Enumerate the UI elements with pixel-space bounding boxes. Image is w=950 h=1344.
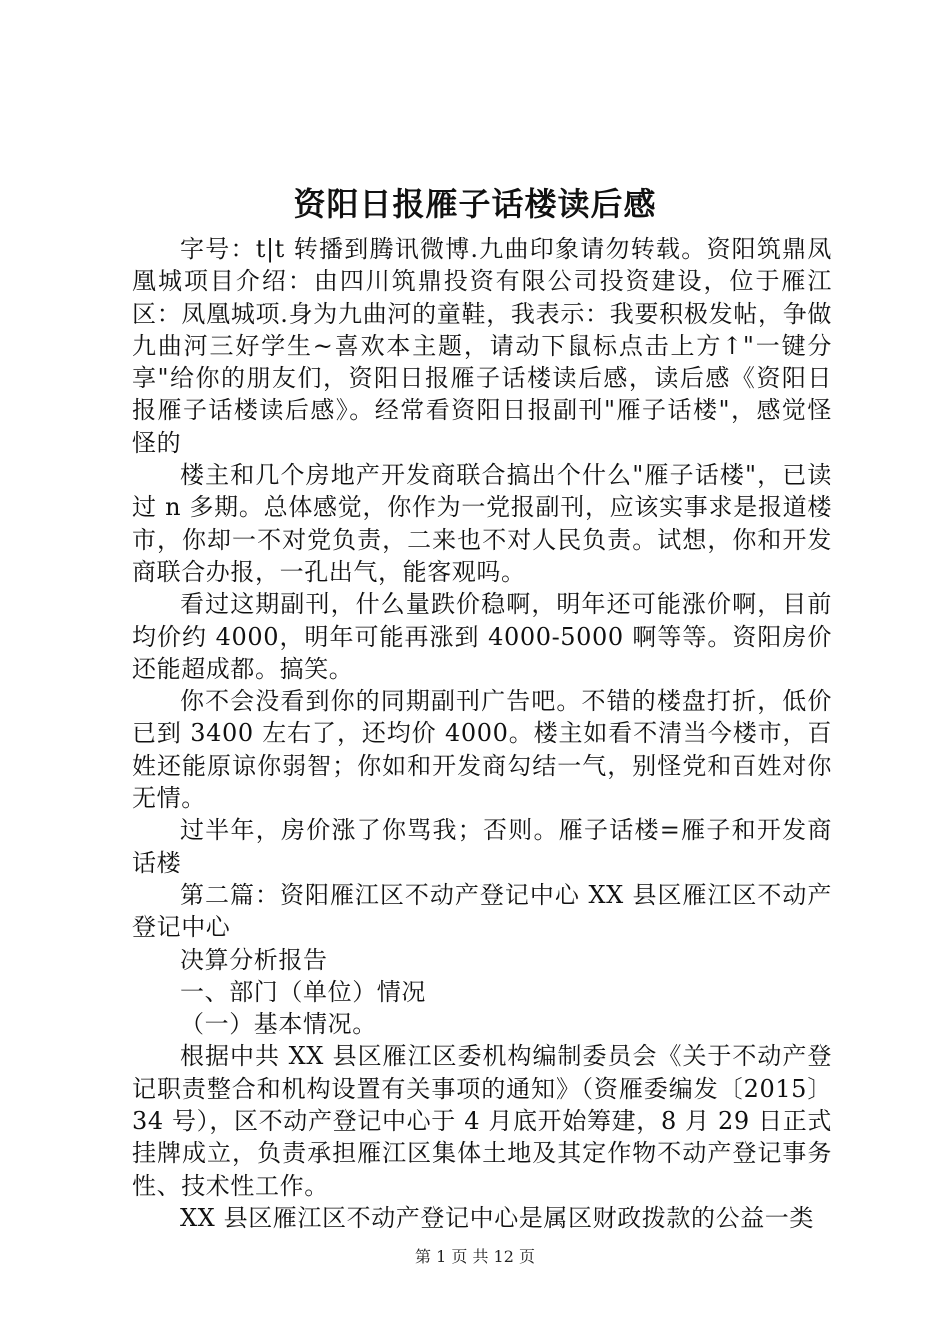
- paragraph-6: 第二篇：资阳雁江区不动产登记中心 XX 县区雁江区不动产登记中心: [132, 880, 832, 942]
- paragraph-10: 根据中共 XX 县区雁江区委机构编制委员会《关于不动产登记职责整合和机构设置有关事项的通知》（资雁委编发〔2015〕34 号），区不动产登记中心于 4 月底开始筹建，8 月 29 日正式挂牌成立，负责承担雁江区集体土地及其定作物不动产登记事务性、技术性工作。: [132, 1042, 832, 1200]
- paragraph-11: XX 县区雁江区不动产登记中心是属区财政拨款的公益一类: [180, 1203, 814, 1232]
- paragraph-7: 决算分析报告: [180, 945, 328, 974]
- paragraph-4: 你不会没看到你的同期副刊广告吧。不错的楼盘打折，低价已到 3400 左右了，还均价 4000。楼主如看不清当今楼市，百姓还能原谅你弱智；你如和开发商勾结一气，别怪党和百姓对你无情。: [132, 687, 832, 813]
- paragraph-8: 一、部门（单位）情况: [180, 977, 426, 1006]
- document-title: 资阳日报雁子话楼读后感: [293, 185, 657, 223]
- paragraph-5: 过半年，房价涨了你骂我；否则。雁子话楼=雁子和开发商话楼: [132, 816, 832, 877]
- paragraph-3: 看过这期副刊，什么量跌价稳啊，明年还可能涨价啊，目前均价约 4000，明年可能再涨到 4000-5000 啊等等。资阳房价还能超成都。搞笑。: [132, 590, 832, 683]
- paragraph-9: （一）基本情况。: [180, 1010, 377, 1039]
- document-body: [132, 233, 832, 1234]
- paragraph-2: 楼主和几个房地产开发商联合搞出个什么"雁子话楼"，已读过 n 多期。总体感觉，你作为一党报副刊，应该实事求是报道楼市，你却一不对党负责，二来也不对人民负责。试想，你和开发商联合办报，一孔出气，能客观吗。: [132, 461, 832, 586]
- page-footer: 第 1 页 共 12 页: [415, 1247, 535, 1266]
- paragraph-1: 字号：t|t 转播到腾讯微博.九曲印象请勿转载。资阳筑鼎凤凰城项目介绍：由四川筑鼎投资有限公司投资建设，位于雁江区：凤凰城项.身为九曲河的童鞋，我表示：我要积极发帖，争做九曲河三好学生~喜欢本主题，请动下鼠标点击上方↑"一键分享"给你的朋友们，资阳日报雁子话楼读后感，读后感《资阳日报雁子话楼读后感》。经常看资阳日报副刊"雁子话楼"，感觉怪怪的: [132, 235, 832, 457]
